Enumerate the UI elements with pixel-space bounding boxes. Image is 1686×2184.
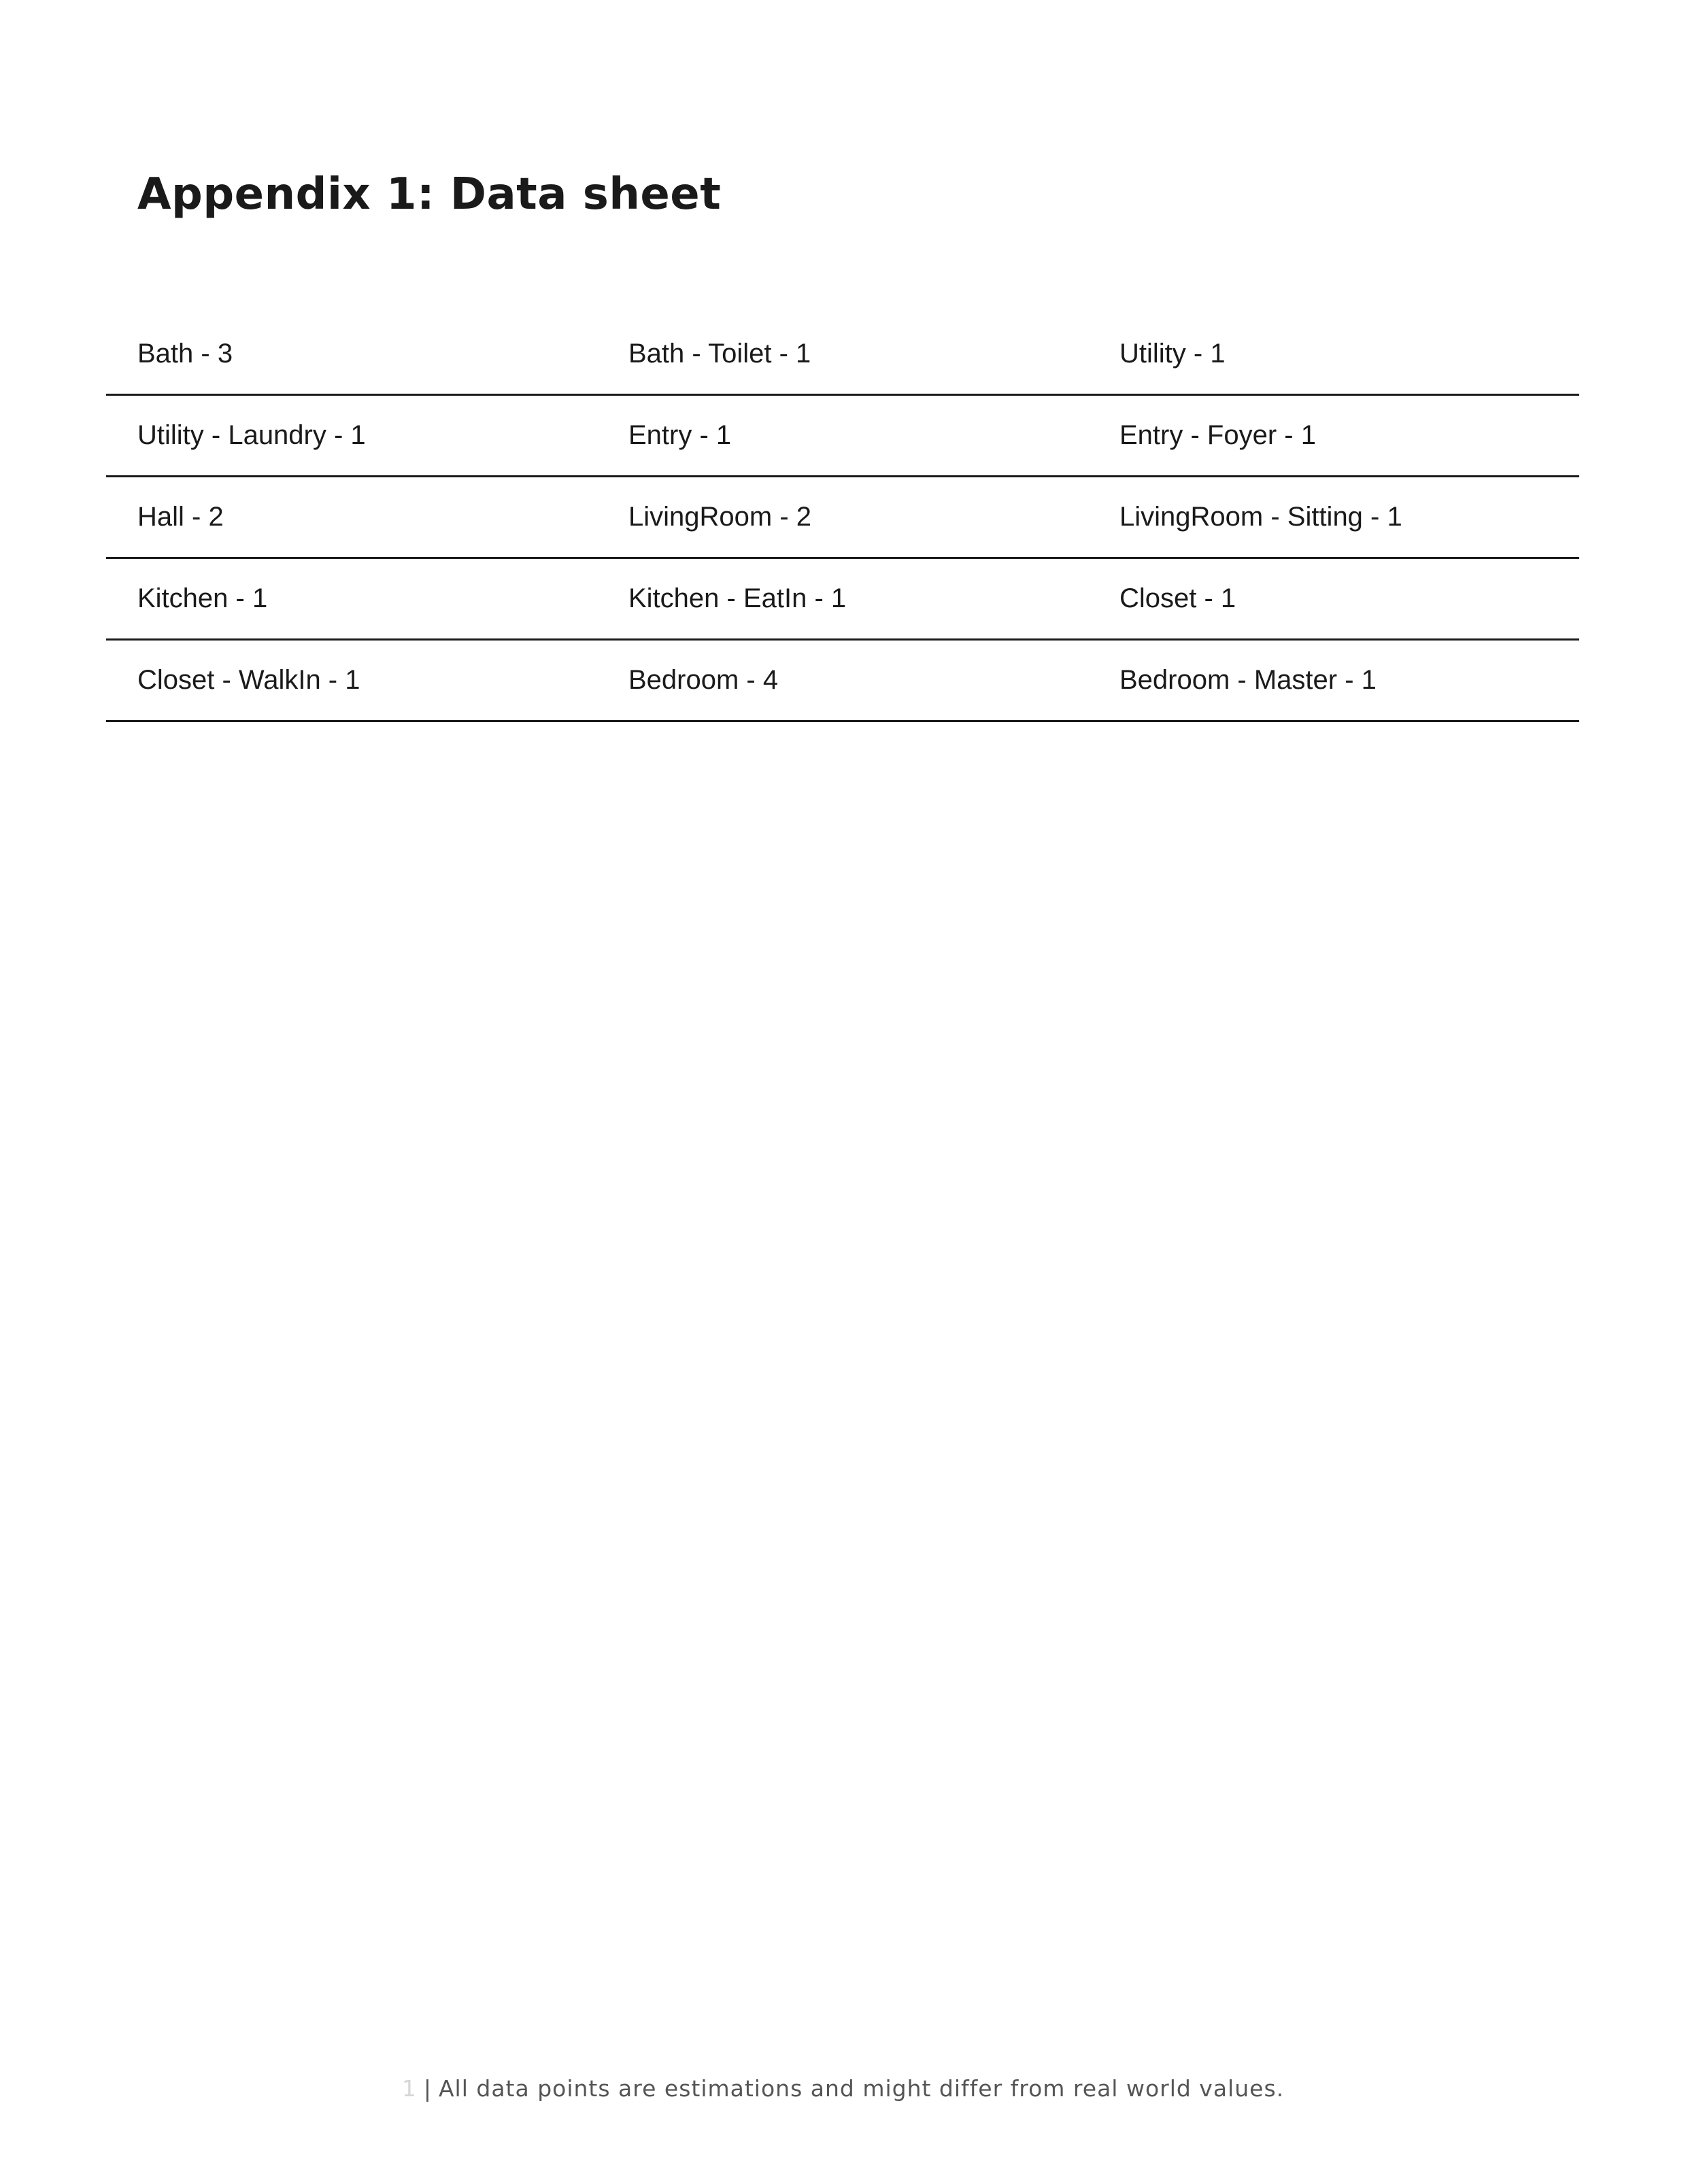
table-cell: Bath - Toilet - 1 bbox=[628, 339, 811, 369]
table-cell: LivingRoom - 2 bbox=[628, 502, 812, 532]
page-number: 1 bbox=[401, 2075, 417, 2102]
table-cell: Utility - 1 bbox=[1119, 339, 1226, 369]
table-cell: Bedroom - 4 bbox=[628, 665, 779, 695]
table-row bbox=[106, 314, 1579, 396]
table-row bbox=[106, 477, 1579, 559]
table-cell: Kitchen - EatIn - 1 bbox=[628, 583, 847, 613]
table-cell: Entry - Foyer - 1 bbox=[1119, 420, 1316, 450]
table-row bbox=[106, 396, 1579, 477]
table-cell: Closet - 1 bbox=[1119, 583, 1236, 613]
footer-disclaimer: All data points are estimations and might differ from real world values. bbox=[438, 2075, 1285, 2102]
table-cell: Bedroom - Master - 1 bbox=[1119, 665, 1377, 695]
footer-separator: | bbox=[423, 2075, 432, 2102]
table-cell: Utility - Laundry - 1 bbox=[137, 420, 366, 450]
data-table bbox=[106, 314, 1579, 722]
table-cell: LivingRoom - Sitting - 1 bbox=[1119, 502, 1402, 532]
table-cell: Entry - 1 bbox=[628, 420, 732, 450]
page-title: Appendix 1: Data sheet bbox=[137, 169, 722, 220]
table-row bbox=[106, 559, 1579, 641]
table-cell: Kitchen - 1 bbox=[137, 583, 268, 613]
page-footer bbox=[0, 2075, 1686, 2102]
table-cell: Bath - 3 bbox=[137, 339, 233, 369]
table-row bbox=[106, 641, 1579, 722]
table-cell: Closet - WalkIn - 1 bbox=[137, 665, 360, 695]
table-cell: Hall - 2 bbox=[137, 502, 224, 532]
